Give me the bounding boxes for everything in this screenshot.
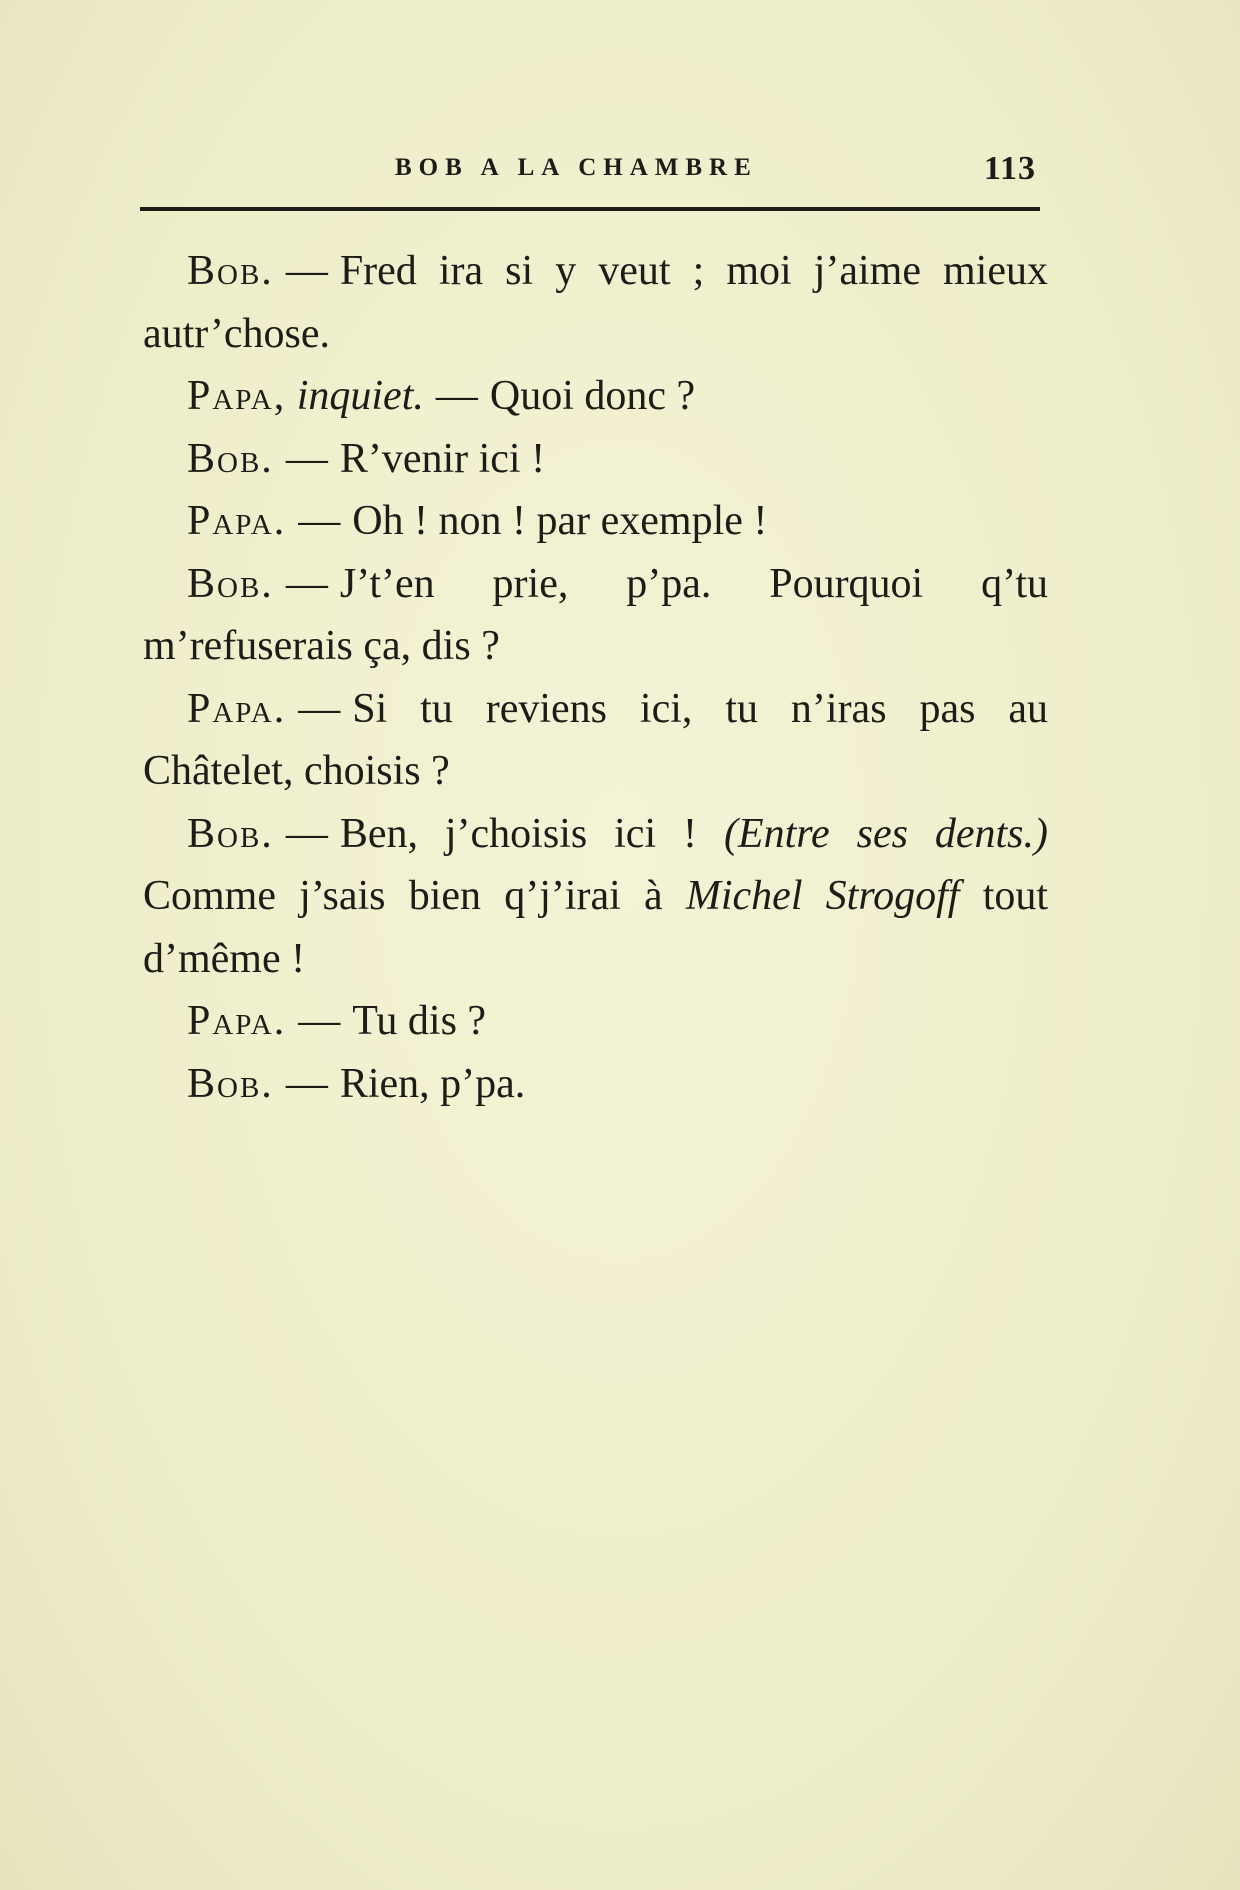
em-dash: — bbox=[285, 435, 328, 482]
dialogue-line bbox=[143, 428, 1048, 491]
header-rule bbox=[140, 207, 1040, 211]
stage-direction: inquiet. bbox=[296, 373, 424, 419]
dialogue-line bbox=[143, 553, 1048, 678]
running-head bbox=[140, 150, 1040, 192]
stage-direction: (Entre ses dents.) bbox=[723, 810, 1048, 857]
speaker-name: Bob. bbox=[187, 248, 274, 294]
dialogue-text bbox=[143, 240, 1048, 1115]
page-number: 113 bbox=[983, 150, 1036, 187]
em-dash: — bbox=[285, 248, 328, 294]
dialogue-line bbox=[143, 490, 1048, 553]
line-text: Rien, p’pa. bbox=[339, 1060, 526, 1107]
em-dash: — bbox=[298, 998, 341, 1044]
dialogue-line bbox=[143, 1053, 1048, 1116]
em-dash: — bbox=[285, 810, 328, 857]
line-text: Tu dis ? bbox=[352, 998, 487, 1044]
speaker-name: Bob. bbox=[187, 810, 274, 857]
dialogue-line bbox=[143, 803, 1048, 991]
line-text: R’venir ici ! bbox=[339, 435, 546, 482]
running-title: BOB A LA CHAMBRE bbox=[395, 154, 758, 181]
speaker-name: Bob. bbox=[187, 1060, 274, 1107]
line-text: Quoi donc ? bbox=[489, 373, 696, 419]
dialogue-line bbox=[143, 678, 1048, 803]
play-title: Michel Strogoff bbox=[685, 873, 960, 919]
speaker-name: Bob. bbox=[187, 435, 274, 482]
speaker-name: Papa. bbox=[187, 685, 287, 732]
line-text: Si tu reviens ici, tu n’iras pas au Châtelet, choisis ? bbox=[143, 685, 1048, 794]
line-text: Fred ira si y veut ; moi j’aime mieux autr’chose. bbox=[143, 248, 1048, 357]
dialogue-line bbox=[143, 240, 1048, 365]
line-text: Oh ! non ! par exemple ! bbox=[352, 498, 768, 544]
line-text: Comme j’sais bien q’j’irai à bbox=[143, 873, 663, 919]
dialogue-line bbox=[143, 990, 1048, 1053]
line-text: tout d’même ! bbox=[143, 873, 1049, 982]
line-text: J’t’en prie, p’pa. Pourquoi q’tu m’refuserais ça, dis ? bbox=[143, 560, 1048, 669]
em-dash: — bbox=[298, 498, 341, 544]
em-dash: — bbox=[285, 560, 328, 607]
speaker-name: Papa. bbox=[187, 998, 287, 1044]
em-dash: — bbox=[435, 373, 478, 419]
line-text: Ben, j’choisis ici ! bbox=[339, 810, 698, 857]
speaker-name: Bob. bbox=[187, 560, 274, 607]
speaker-name: Papa, bbox=[187, 373, 287, 419]
dialogue-line bbox=[143, 365, 1048, 428]
em-dash: — bbox=[298, 685, 341, 732]
em-dash: — bbox=[285, 1060, 328, 1107]
speaker-name: Papa. bbox=[187, 498, 287, 544]
